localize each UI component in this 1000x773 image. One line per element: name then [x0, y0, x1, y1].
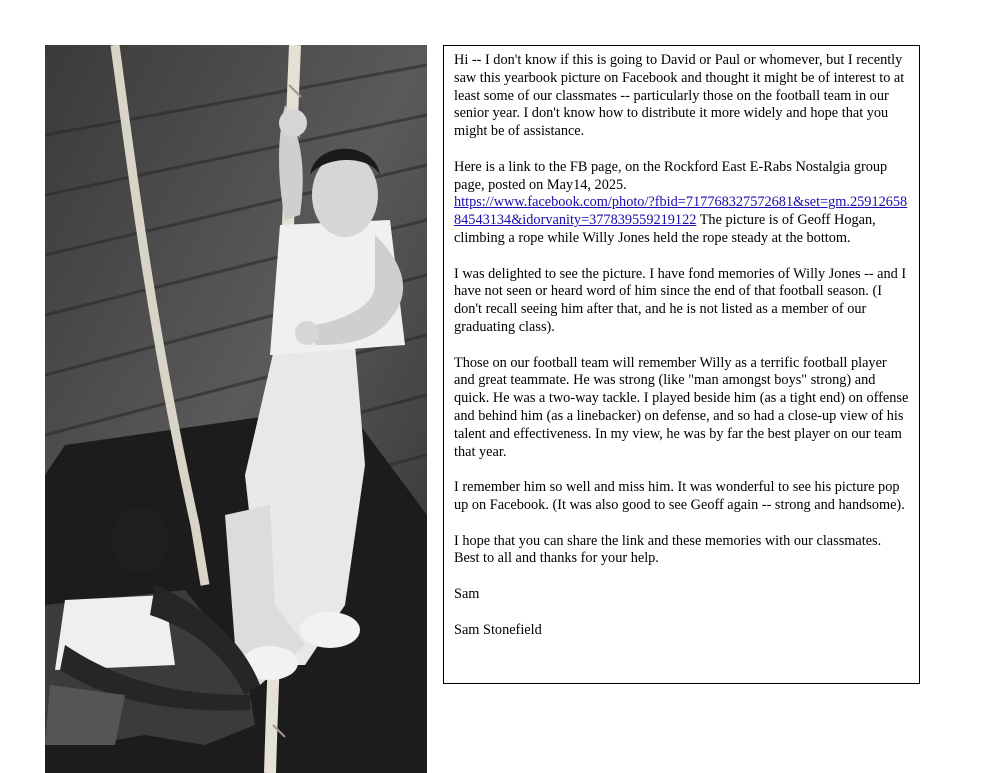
facebook-photo-link[interactable]: https://www.facebook.com/photo/?fbid=717768327572681&set=gm.2591265884543134&idorvanity=377839559219122: [454, 194, 908, 229]
yearbook-photo: [45, 45, 427, 773]
paragraph-greeting: Hi -- I don't know if this is going to David or Paul or whomever, but I recently saw this yearbook picture on Facebook and thought it might be of interest to at least some of our classmates -- particularly those on the football team in our senior year. I don't know how to distribute it more widely and hope that you might be of assistance.: [454, 52, 905, 140]
paragraph-miss-him: I remember him so well and miss him. It was wonderful to see his picture pop up on Facebook. (It was also good to see Geoff again -- strong and handsome).: [454, 479, 905, 513]
paragraph-closing: I hope that you can share the link and these memories with our classmates. Best to all and thanks for your help.: [454, 532, 882, 567]
link-outro-text: The picture is of Geoff Hogan, climbing a rope while Willy Jones held the rope steady at the bottom.: [454, 212, 876, 246]
letter-text-box: [443, 45, 920, 684]
signature-full: Sam Stonefield: [454, 621, 542, 638]
link-intro-text: Here is a link to the FB page, on the Rockford East E-Rabs Nostalgia group page, posted on May14, 2025.: [454, 158, 888, 193]
paragraph-memories: I was delighted to see the picture. I have fond memories of Willy Jones -- and I have not seen or heard word of him since the end of that football season. (I don't recall seeing him after that, and he is not listed as a member of our graduating class).: [454, 265, 907, 335]
rope-climb-image: [45, 45, 427, 773]
signature-short: Sam: [454, 585, 480, 602]
paragraph-football: Those on our football team will remember Willy as a terrific football player and great teammate. He was strong (like "man amongst boys" strong) and quick. He was a two-way tackle. I played beside him (as a tight end) on offense and behind him (as a linebacker) on defense, and so had a close-up view of his talent and effectiveness. In my view, he was by far the best player on our team that year.: [454, 354, 909, 460]
paragraph-link: [454, 159, 910, 248]
